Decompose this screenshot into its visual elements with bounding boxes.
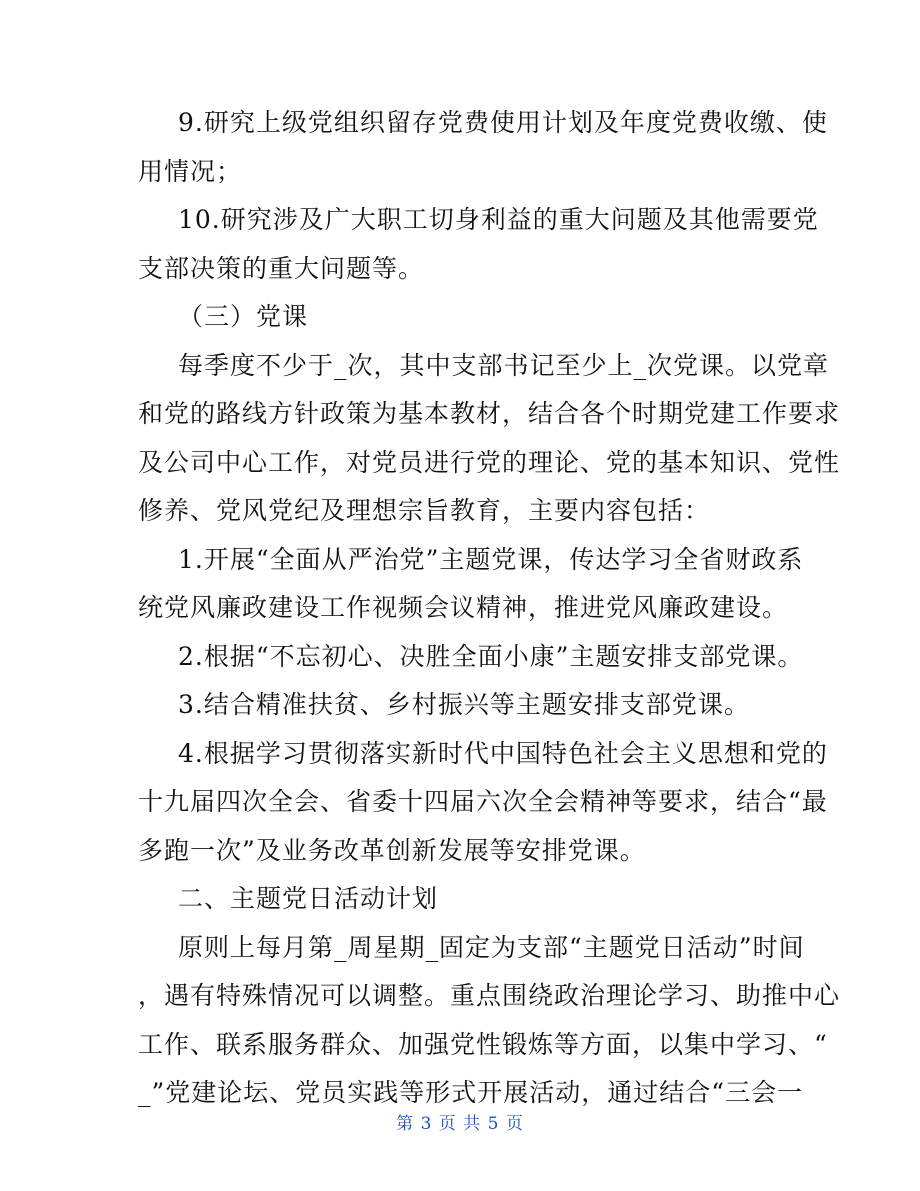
page-number-footer: 第 3 页 共 5 页 (396, 1114, 524, 1134)
paragraph-line: 1.开展“全面从严治党”主题党课，传达学习全省财政系 (178, 545, 804, 574)
paragraph-line: 3.结合精准扶贫、乡村振兴等主题安排支部党课。 (178, 690, 750, 719)
paragraph-line: 及公司中心工作，对党员进行党的理论、党的基本知识、党性 (138, 448, 841, 477)
paragraph-line: 9.研究上级党组织留存党费使用计划及年度党费收缴、使 (178, 108, 828, 137)
paragraph-line: 和党的路线方针政策为基本教材，结合各个时期党建工作要求 (138, 399, 841, 428)
section-heading: 二、主题党日活动计划 (178, 884, 439, 913)
paragraph-line: 工作、联系服务群众、加强党性锻炼等方面，以集中学习、“ (138, 1030, 828, 1059)
paragraph-line: 十九届四次全会、省委十四届六次全会精神等要求，结合“最 (138, 787, 828, 816)
paragraph-line: ，遇有特殊情况可以调整。重点围绕政治理论学习、助推中心 (138, 981, 841, 1010)
paragraph-line: 2.根据“不忘初心、决胜全面小康”主题安排支部党课。 (178, 642, 804, 671)
paragraph-line: 支部决策的重大问题等。 (138, 254, 425, 283)
paragraph-line: 统党风廉政建设工作视频会议精神，推进党风廉政建设。 (138, 593, 789, 622)
paragraph-line: 每季度不少于_次，其中支部书记至少上_次党课。以党章 (178, 351, 830, 380)
paragraph-line: 4.根据学习贯彻落实新时代中国特色社会主义思想和党的 (178, 739, 828, 768)
paragraph-line: _”党建论坛、党员实践等形式开展活动，通过结合“三会一 (138, 1078, 804, 1107)
paragraph-line: 修养、党风党纪及理想宗旨教育，主要内容包括： (138, 496, 711, 525)
paragraph-line: 原则上每月第_周星期_固定为支部“主题党日活动”时间 (178, 933, 805, 962)
paragraph-line: 用情况； (138, 157, 243, 186)
paragraph-line: 10.研究涉及广大职工切身利益的重大问题及其他需要党 (178, 205, 819, 234)
paragraph-line: 多跑一次”及业务改革创新发展等安排党课。 (138, 836, 646, 865)
section-heading: （三）党课 (178, 302, 309, 331)
